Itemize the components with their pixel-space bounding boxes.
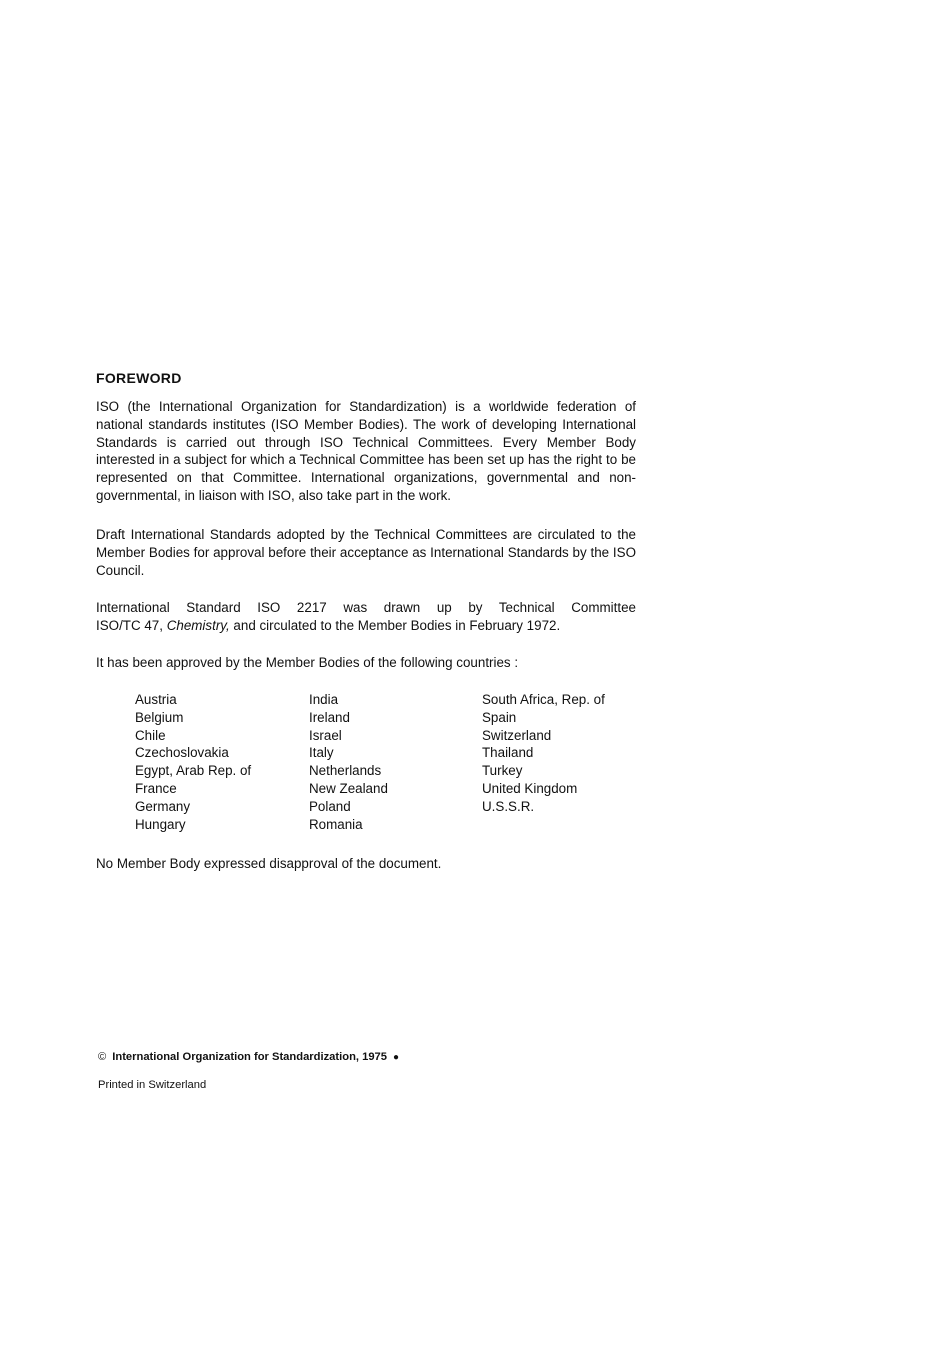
country-item: Belgium xyxy=(135,709,184,725)
countries-column-2 xyxy=(309,691,388,833)
country-item: France xyxy=(135,780,177,796)
country-item: Chile xyxy=(135,727,166,743)
country-item: Germany xyxy=(135,798,191,814)
countries-column-1 xyxy=(135,691,251,833)
country-item: United Kingdom xyxy=(482,780,578,796)
foreword-heading: FOREWORD xyxy=(96,370,182,386)
country-item: Egypt, Arab Rep. of xyxy=(135,763,252,779)
country-item: Czechoslovakia xyxy=(135,745,229,761)
countries-column-3 xyxy=(482,691,605,816)
country-item: Switzerland xyxy=(482,727,552,743)
country-item: Romania xyxy=(309,816,363,832)
country-item: Hungary xyxy=(135,816,186,832)
country-item: Netherlands xyxy=(309,763,382,779)
country-item: Austria xyxy=(135,692,177,707)
country-item: Spain xyxy=(482,709,517,725)
foreword-paragraph-1: ISO (the International Organization for Standardization) is a worldwide federation of national standards institutes (ISO Member Bodies). The work of developing International Standards is carried out through ISO Technical Committees. Every Member Body interested in a subject for which a Technical Committee has been set up has the right to be represented on that Committee. International organizations, governmental and non-governmental, in liaison with ISO, also take part in the work. xyxy=(96,399,636,503)
foreword-paragraph-3 xyxy=(96,599,636,635)
country-item: South Africa, Rep. of xyxy=(482,692,605,707)
printed-location: Printed in Switzerland xyxy=(98,1079,207,1091)
country-item: U.S.S.R. xyxy=(482,798,535,814)
bullet-icon: ● xyxy=(393,1052,400,1063)
standard-committee-line xyxy=(96,617,636,635)
copyright-symbol: © xyxy=(98,1051,107,1063)
country-item: New Zealand xyxy=(309,780,388,796)
country-item: India xyxy=(309,692,339,707)
circulation-text: and circulated to the Member Bodies in February 1972. xyxy=(229,617,561,633)
country-item: Israel xyxy=(309,727,342,743)
committee-subject: Chemistry, xyxy=(166,617,230,633)
country-item: Turkey xyxy=(482,763,523,779)
committee-code: ISO/TC 47, xyxy=(96,617,167,633)
foreword-paragraph-2: Draft International Standards adopted by the Technical Committees are circulated to the Member Bodies for approval before their acceptance as International Standards by the ISO Council. xyxy=(96,527,636,578)
country-item: Poland xyxy=(309,798,351,814)
copyright-text: International Organization for Standardization, 1975 xyxy=(112,1051,388,1063)
country-item: Thailand xyxy=(482,745,534,761)
foreword-paragraph-5: No Member Body expressed disapproval of the document. xyxy=(96,856,442,871)
foreword-paragraph-4: It has been approved by the Member Bodies of the following countries : xyxy=(96,655,519,670)
copyright-notice xyxy=(98,1051,399,1063)
country-item: Italy xyxy=(309,745,334,761)
standard-origin-line: International Standard ISO 2217 was drawn up by Technical Committee xyxy=(96,600,636,615)
country-item: Ireland xyxy=(309,709,350,725)
